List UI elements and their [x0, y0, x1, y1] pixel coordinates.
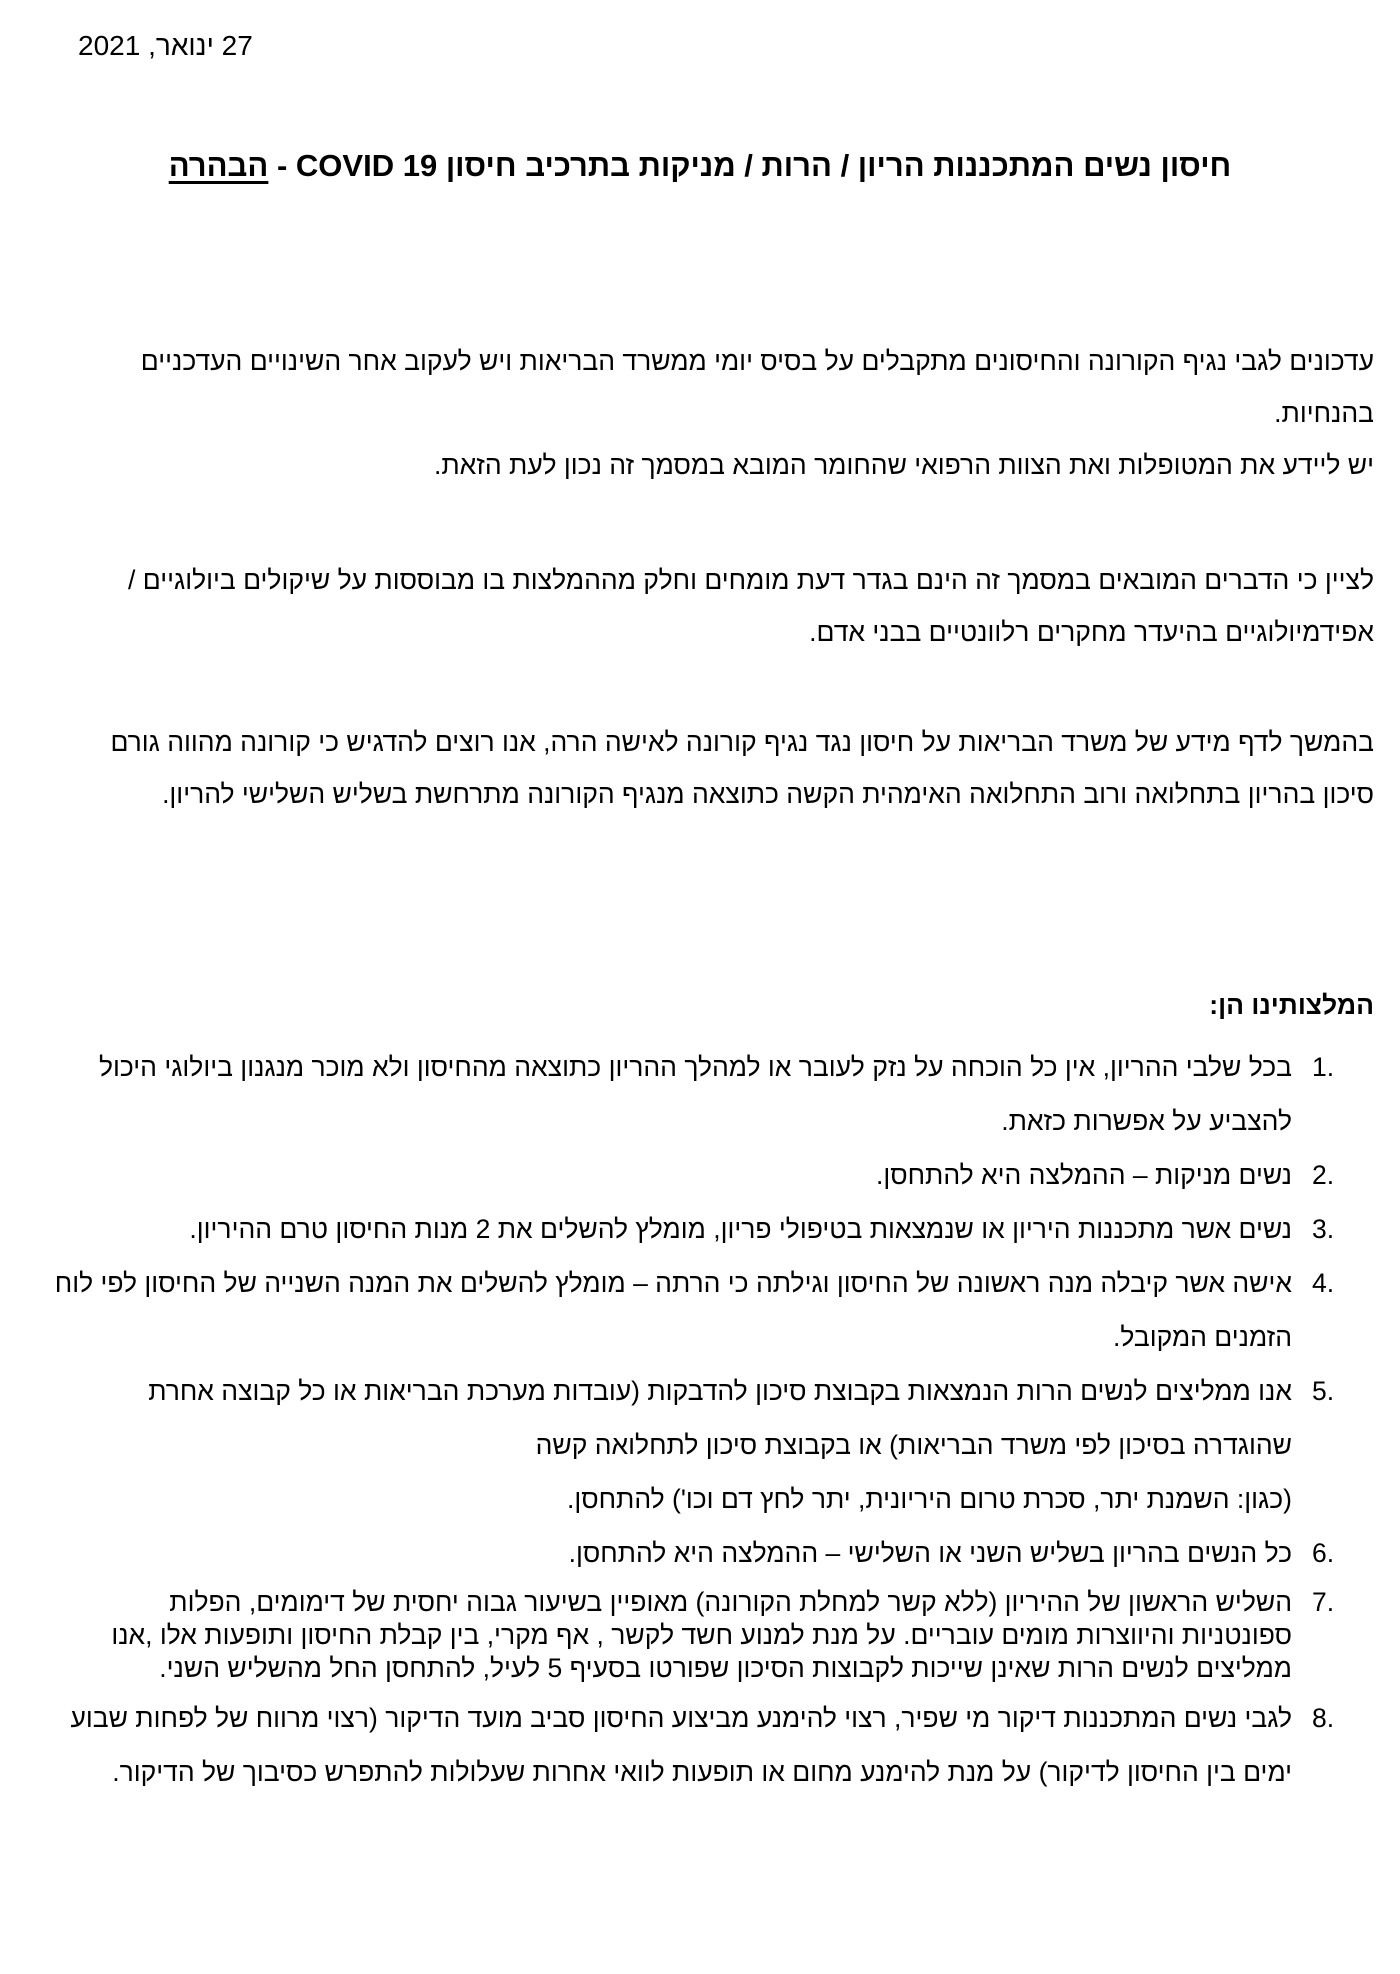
paragraph-ministry-info: בהמשך לדף מידע של משרד הבריאות על חיסון נגד נגיף קורונה לאישה הרה, אנו רוצים להדגיש כי קורונה מהווה גורם סיכון בהריון בתחלואה ורוב התחלואה האימהית הקשה כתוצאה מנגיף הקורונה מתרחשת בשליש השלישי להריון.	[110, 727, 1374, 809]
list-item-text: לגבי נשים המתכננות דיקור מי שפיר, רצוי להימנע מביצוע החיסון סביב מועד הדיקור (רצוי מרווח של לפחות שבוע ימים בין החיסון לדיקור) על מנת להימנע מחום או תופעות לוואי אחרות שעלולות להתפרש כסיבוך של הדיקור.	[70, 1703, 1292, 1787]
title-main: חיסון נשים המתכננות הריון / הרות / מניקות בתרכיב חיסון COVID 19 -	[276, 148, 1232, 183]
list-item	[54, 1148, 1335, 1202]
list-item-number: 6.	[1312, 1538, 1335, 1568]
list-item-text-continued: (כגון: השמנת יתר, סכרת טרום היריונית, יתר לחץ דם וכו') להתחסן.	[566, 1484, 1292, 1514]
list-item	[54, 1202, 1335, 1256]
list-item-number: 7.	[1312, 1587, 1335, 1617]
recommendations-heading: המלצותינו הן:	[1209, 990, 1374, 1020]
list-item-text: כל הנשים בהריון בשליש השני או השלישי – ההמלצה היא להתחסן.	[568, 1538, 1292, 1568]
list-item-number: 3.	[1312, 1214, 1335, 1244]
title-underlined: הבהרה	[168, 148, 269, 183]
list-item	[54, 1691, 1335, 1799]
paragraph-2: יש ליידע את המטופלות ואת הצוות הרפואי שהחומר המובא במסמך זה נכון לעת הזאת.	[433, 450, 1374, 480]
document-title	[90, 148, 1310, 184]
list-item	[54, 1040, 1335, 1148]
recommendations-list	[54, 1040, 1335, 1799]
paragraph-updates	[104, 335, 1374, 491]
list-item-text: אנו ממליצים לנשים הרות הנמצאות בקבוצת סיכון להדבקות (עובדות מערכת הבריאות או כל קבוצה אחרת שהוגדרה בסיכון לפי משרד הבריאות) או בקבוצת סיכון לתחלואה קשה	[148, 1376, 1292, 1460]
document-date: 27 ינואר, 2021	[78, 30, 253, 61]
list-item	[54, 1364, 1335, 1526]
list-item	[54, 1256, 1335, 1364]
list-item-text: אישה אשר קיבלה מנה ראשונה של החיסון וגילתה כי הרתה – מומלץ להשלים את המנה השנייה של החיסון לפי לוח הזמנים המקובל.	[54, 1268, 1292, 1352]
list-item-number: 1.	[1312, 1052, 1335, 1082]
list-item-number: 5.	[1312, 1376, 1335, 1406]
list-item-number: 2.	[1312, 1160, 1335, 1190]
list-item-text: השליש הראשון של ההיריון (ללא קשר למחלת הקורונה) מאופיין בשיעור גבוה יחסית של דימומים, הפלות ספונטניות והיווצרות מומים עובריים. על מנת למנוע חשד לקשר , אף מקרי, בין קבלת החיסון ותופעות אלו ,אנו ממליצים לנשים הרות שאינן שייכות לקבוצות הסיכון שפורטו בסעיף 5 לעיל, להתחסן החל מהשליש השני.	[111, 1587, 1292, 1683]
paragraph-expert-opinion: לציין כי הדברים המובאים במסמך זה הינם בגדר דעת מומחים וחלק מההמלצות בו מבוססות על שיקולים ביולוגיים / אפידמיולוגיים בהיעדר מחקרים רלוונטיים בבני אדם.	[128, 565, 1374, 647]
list-item	[54, 1526, 1335, 1580]
list-item-number: 8.	[1312, 1703, 1335, 1733]
list-item-text: נשים מניקות – ההמלצה היא להתחסן.	[875, 1160, 1292, 1190]
list-item	[54, 1580, 1335, 1691]
list-item-text: בכל שלבי ההריון, אין כל הוכחה על נזק לעובר או למהלך ההריון כתוצאה מהחיסון ולא מוכר מנגנון ביולוגי היכול להצביע על אפשרות כזאת.	[98, 1052, 1292, 1136]
list-item-text: נשים אשר מתכננות היריון או שנמצאות בטיפולי פריון, מומלץ להשלים את 2 מנות החיסון טרם ההיריון.	[189, 1214, 1292, 1244]
list-item-number: 4.	[1312, 1268, 1335, 1298]
paragraph-1: עדכונים לגבי נגיף הקורונה והחיסונים מתקבלים על בסיס יומי ממשרד הבריאות ויש לעקוב אחר השינויים העדכניים בהנחיות.	[140, 346, 1374, 428]
